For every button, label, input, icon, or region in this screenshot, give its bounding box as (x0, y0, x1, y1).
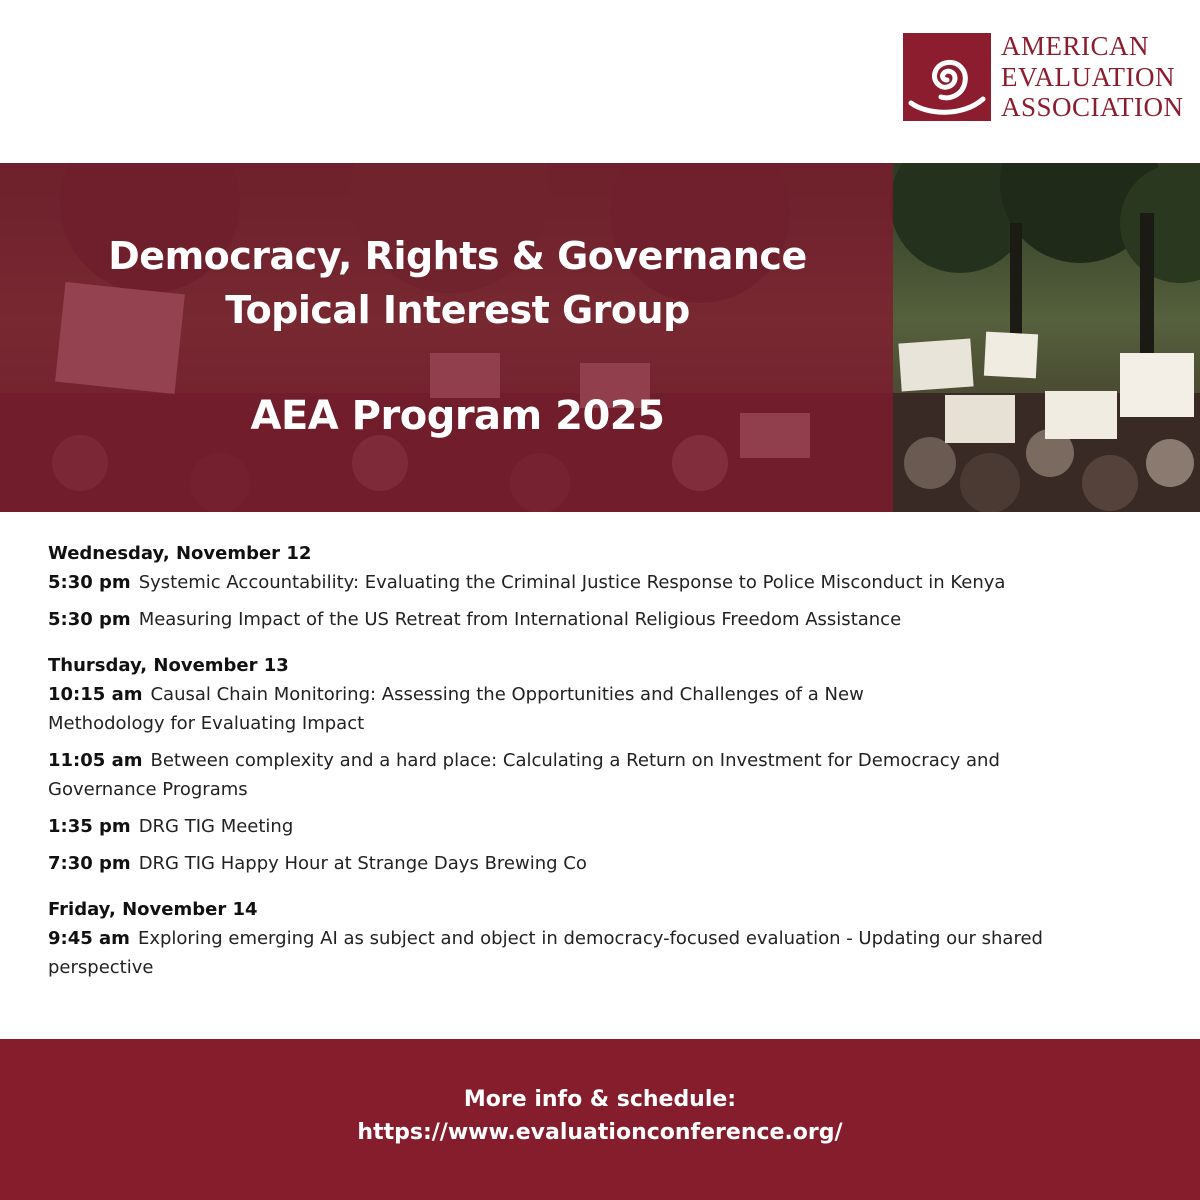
event-title: Systemic Accountability: Evaluating the Criminal Justice Response to Police Misconduct in Kenya (138, 572, 1006, 593)
banner-title (0, 229, 915, 337)
logo-wordmark (1001, 33, 1184, 121)
event-time: 5:30 pm (48, 572, 131, 593)
event-time: 1:35 pm (48, 816, 131, 837)
event-time: 11:05 am (48, 750, 143, 771)
event-title: DRG TIG Happy Hour at Strange Days Brewing Co (138, 853, 587, 874)
day-section (48, 540, 1158, 634)
spiral-logo-icon (903, 33, 991, 121)
event-title: Causal Chain Monitoring: Assessing the Opportunities and Challenges of a New Methodology for Evaluating Impact (48, 684, 864, 734)
schedule (48, 540, 1158, 1000)
day-heading: Wednesday, November 12 (48, 543, 312, 564)
day-section (48, 896, 1158, 982)
footer-label: More info & schedule: (463, 1087, 737, 1112)
banner-subtitle: AEA Program 2025 (250, 393, 665, 439)
banner-title-line-1: Democracy, Rights & Governance (108, 234, 807, 278)
logo-line-evaluation: EVALUATION (1001, 61, 1175, 92)
event-time: 5:30 pm (48, 609, 131, 630)
event-title: DRG TIG Meeting (138, 816, 294, 837)
banner-color-overlay (0, 163, 893, 512)
day-heading: Friday, November 14 (48, 899, 258, 920)
event-title: Between complexity and a hard place: Calculating a Return on Investment for Democracy and Governance Programs (48, 750, 1000, 800)
event-item (48, 568, 1158, 597)
event-title: Exploring emerging AI as subject and object in democracy-focused evaluation - Updating our shared perspective (48, 928, 1043, 978)
event-item (48, 924, 1088, 982)
hero-banner (0, 163, 1200, 512)
footer-banner (0, 1039, 1200, 1200)
day-heading: Thursday, November 13 (48, 655, 289, 676)
day-section (48, 652, 1158, 878)
event-item (48, 746, 1048, 804)
event-item (48, 605, 1158, 634)
event-item (48, 680, 948, 738)
event-time: 9:45 am (48, 928, 130, 949)
banner-title-line-2: Topical Interest Group (225, 288, 690, 332)
logo-line-association: ASSOCIATION (1001, 92, 1184, 122)
logo-line-american: AMERICAN (1001, 31, 1150, 61)
event-title: Measuring Impact of the US Retreat from International Religious Freedom Assistance (138, 609, 902, 630)
aea-logo (903, 33, 1184, 121)
event-time: 7:30 pm (48, 853, 131, 874)
event-item (48, 849, 1158, 878)
event-item (48, 812, 1158, 841)
footer-url-link[interactable]: https://www.evaluationconference.org/ (357, 1120, 843, 1145)
event-time: 10:15 am (48, 684, 143, 705)
